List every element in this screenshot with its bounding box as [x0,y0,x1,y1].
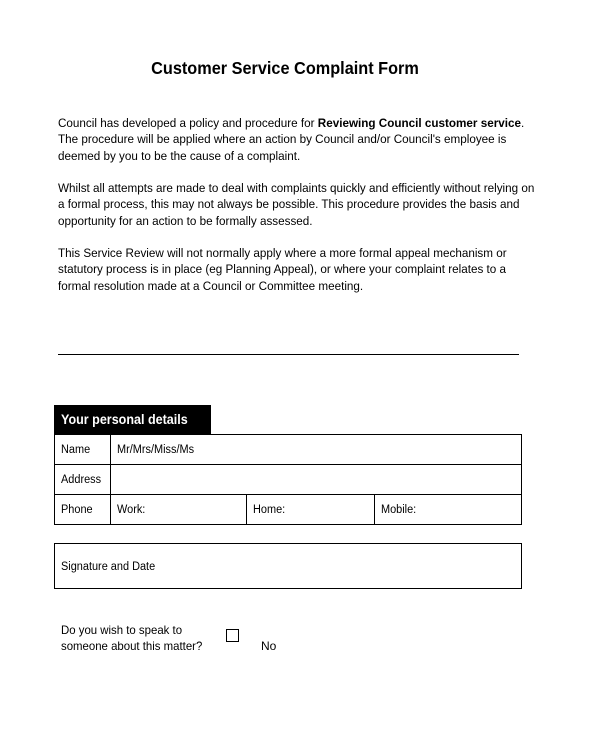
speak-question-line-1: Do you wish to speak to [61,623,183,637]
address-row [55,465,522,495]
personal-details-header-label: Your personal details [61,412,188,427]
name-label: Name [61,443,91,456]
form-title: Customer Service Complaint Form [151,58,419,78]
phone-home-field[interactable] [247,495,375,525]
name-title-options: Mr/Mrs/Miss/Ms [117,443,195,456]
phone-mobile-field[interactable] [375,495,522,525]
name-label-cell [55,435,111,465]
intro-paragraph-3 [58,245,505,294]
name-row [55,435,522,465]
intro-p1-line-1 [58,115,525,131]
intro-p2-line-2: a formal process, this may not always be possible. This procedure provides the basis and [58,197,520,212]
intro-p1-bold-text: Reviewing Council customer service [317,116,521,130]
signature-date-label: Signature and Date [61,561,156,573]
intro-p3-line-3: formal resolution made at a Council or Committee meeting. [58,278,364,293]
intro-p2-line-3: opportunity for an action to be formally assessed. [58,213,313,228]
address-field[interactable] [111,465,522,495]
signature-date-field[interactable] [54,543,522,589]
no-checkbox[interactable] [226,629,239,642]
personal-details-table [54,434,522,525]
phone-work-field[interactable] [111,495,247,525]
speak-question-line-2: someone about this matter? [61,639,203,653]
phone-mobile-label: Mobile: [381,503,417,516]
intro-p1-line-3: deemed by you to be the cause of a complaint. [58,148,301,163]
intro-p3-line-2: statutory process is in place (eg Planning Appeal), or where your complaint relates to a [58,262,507,277]
address-label: Address [61,473,102,486]
intro-p1-period: . [520,116,525,130]
phone-work-label: Work: [117,503,146,516]
no-checkbox-label: No [261,639,277,653]
phone-label-cell [55,495,111,525]
intro-p2-line-1: Whilst all attempts are made to deal with complaints quickly and efficiently without relying on [58,181,535,195]
intro-p3-line-1: This Service Review will not normally apply where a more formal appeal mechanism or [58,246,507,260]
name-field[interactable] [111,435,522,465]
intro-paragraph-1 [58,115,525,164]
phone-label: Phone [61,503,93,516]
intro-paragraph-2 [58,180,535,229]
phone-home-label: Home: [253,503,286,516]
intro-p1-text: Council has developed a policy and procedure for [58,116,318,130]
divider-line [58,354,519,355]
intro-p1-line-2: The procedure will be applied where an action by Council and/or Council's employee is [58,132,507,147]
speak-question [61,622,213,654]
phone-row [55,495,522,525]
personal-details-header [54,405,211,434]
address-label-cell [55,465,111,495]
